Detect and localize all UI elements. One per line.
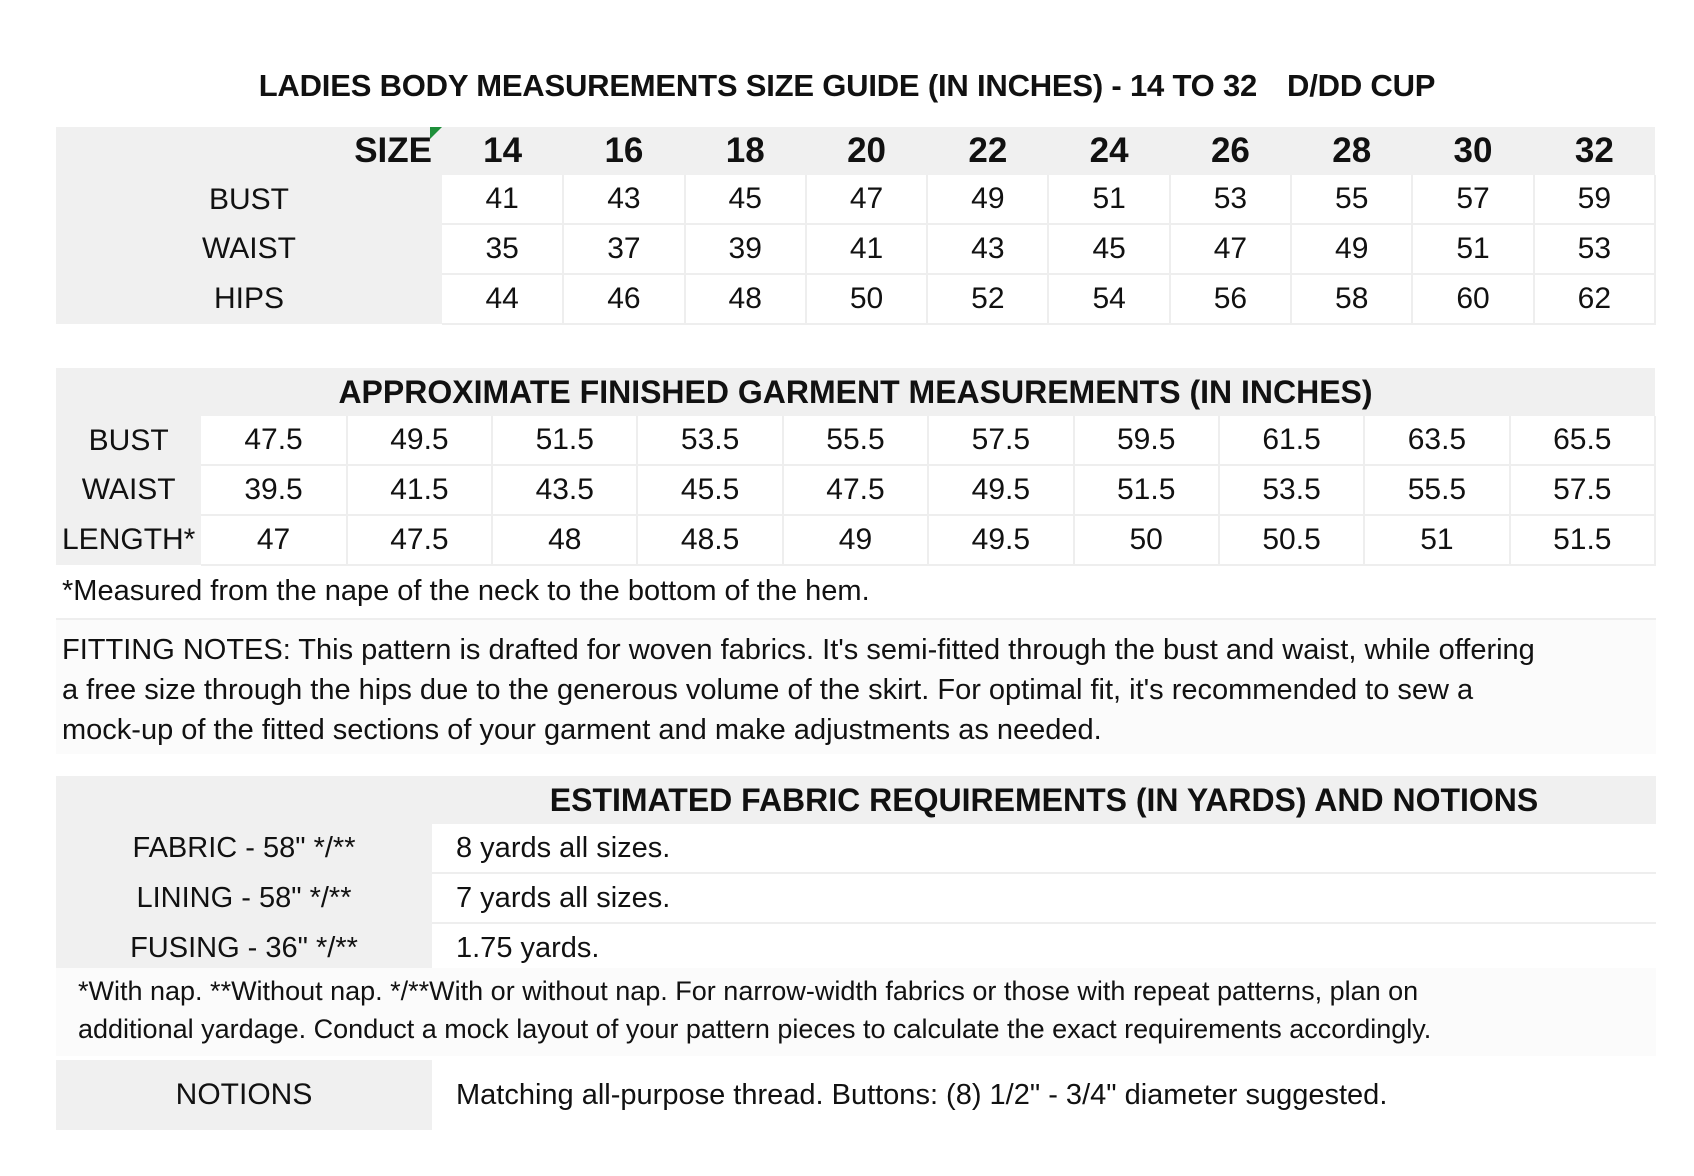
table-cell: 39 — [685, 224, 806, 274]
table-cell: 43 — [563, 175, 684, 224]
table-cell: 37 — [563, 224, 684, 274]
table-row — [56, 923, 1656, 973]
table-cell: 49.5 — [928, 515, 1073, 565]
table-cell: 54 — [1048, 274, 1169, 324]
table-cell: 8 yards all sizes. — [432, 824, 1656, 873]
size-header: 14 — [442, 127, 563, 175]
row-label: BUST — [56, 175, 442, 224]
table-row — [56, 224, 1655, 274]
row-label: NOTIONS — [56, 1060, 432, 1130]
table-row — [56, 824, 1656, 873]
size-header: 20 — [806, 127, 927, 175]
table-cell: 45 — [685, 175, 806, 224]
row-label: BUST — [56, 416, 201, 465]
table-cell: 1.75 yards. — [432, 923, 1656, 973]
table-cell: 57.5 — [928, 416, 1073, 465]
table-cell: 55 — [1291, 175, 1412, 224]
heading-spacer — [56, 776, 432, 824]
table-cell: 43 — [927, 224, 1048, 274]
table-cell: 47 — [1170, 224, 1291, 274]
table-cell: 62 — [1534, 274, 1655, 324]
table-cell: 49.5 — [928, 465, 1073, 515]
table-row — [56, 1060, 1656, 1130]
table-row — [56, 515, 1655, 565]
table-cell: 47.5 — [347, 515, 492, 565]
table-cell: 51.5 — [1074, 465, 1219, 515]
table-row — [56, 873, 1656, 923]
row-label: FABRIC - 58" */** — [56, 824, 432, 873]
table-cell: 48 — [685, 274, 806, 324]
table-cell: 43.5 — [492, 465, 637, 515]
table-cell: 48.5 — [637, 515, 782, 565]
length-footnote: *Measured from the nape of the neck to the bottom of the hem. — [62, 575, 870, 607]
table-cell: 51 — [1364, 515, 1509, 565]
fitting-notes-line: FITTING NOTES: This pattern is drafted for woven fabrics. It's semi-fitted through the bust and waist, while offering — [62, 634, 1535, 666]
table-cell: 57 — [1412, 175, 1533, 224]
row-label: LINING - 58" */** — [56, 873, 432, 923]
table-cell: 48 — [492, 515, 637, 565]
size-label: SIZE — [354, 131, 432, 170]
table-cell: 58 — [1291, 274, 1412, 324]
table-cell: 53.5 — [1219, 465, 1364, 515]
row-label: HIPS — [56, 274, 442, 324]
table-cell: 46 — [563, 274, 684, 324]
table-cell: 49 — [1291, 224, 1412, 274]
size-header: 18 — [685, 127, 806, 175]
row-label: WAIST — [56, 465, 201, 515]
table-cell: 52 — [927, 274, 1048, 324]
section-heading: ESTIMATED FABRIC REQUIREMENTS (IN YARDS) AND NOTIONS — [432, 776, 1656, 824]
table-cell: 57.5 — [1510, 465, 1655, 515]
table-cell: 49 — [783, 515, 928, 565]
row-label: FUSING - 36" */** — [56, 923, 432, 973]
table-row — [56, 175, 1655, 224]
size-header: 16 — [563, 127, 684, 175]
table-cell: 55.5 — [783, 416, 928, 465]
table-row — [56, 465, 1655, 515]
table-cell: 53 — [1534, 224, 1655, 274]
table-cell: 51.5 — [492, 416, 637, 465]
size-header: 22 — [927, 127, 1048, 175]
size-header: 28 — [1291, 127, 1412, 175]
fabric-requirements-table — [56, 776, 1656, 974]
table-cell: 49 — [927, 175, 1048, 224]
page-title — [0, 68, 1694, 104]
table-cell: 39.5 — [201, 465, 346, 515]
table-cell: 53 — [1170, 175, 1291, 224]
fitting-notes-line: mock-up of the fitted sections of your garment and make adjustments as needed. — [62, 714, 1102, 746]
table-cell: 59.5 — [1074, 416, 1219, 465]
table-cell: 41.5 — [347, 465, 492, 515]
table-cell: 65.5 — [1510, 416, 1655, 465]
size-header: 24 — [1048, 127, 1169, 175]
table-cell: 47 — [201, 515, 346, 565]
table-cell: 53.5 — [637, 416, 782, 465]
size-header-row — [56, 127, 1655, 175]
table-cell: 56 — [1170, 274, 1291, 324]
size-header: 30 — [1412, 127, 1533, 175]
row-label: WAIST — [56, 224, 442, 274]
garment-measurements-table — [56, 368, 1656, 566]
table-cell: 45 — [1048, 224, 1169, 274]
size-header: 26 — [1170, 127, 1291, 175]
comment-marker-icon — [430, 127, 442, 139]
table-cell: 50 — [1074, 515, 1219, 565]
table-cell: 44 — [442, 274, 563, 324]
fabric-notes-line: additional yardage. Conduct a mock layout of your pattern pieces to calculate the exact requirements accordingly. — [78, 1014, 1432, 1044]
body-measurements-table — [56, 127, 1656, 325]
table-cell: 47.5 — [783, 465, 928, 515]
table-cell: 7 yards all sizes. — [432, 873, 1656, 923]
table-cell: 41 — [442, 175, 563, 224]
fabric-notes-line: *With nap. **Without nap. */**With or without nap. For narrow-width fabrics or those with repeat patterns, plan on — [78, 976, 1419, 1006]
table-row — [56, 274, 1655, 324]
row-label: LENGTH* — [56, 515, 201, 565]
table-cell: 55.5 — [1364, 465, 1509, 515]
table-cell: 51 — [1412, 224, 1533, 274]
table-cell: 50 — [806, 274, 927, 324]
fabric-notes — [56, 968, 1656, 1056]
table-row — [56, 416, 1655, 465]
notions-table — [56, 1060, 1656, 1130]
section-heading-row — [56, 776, 1656, 824]
fitting-notes — [56, 618, 1656, 754]
table-cell: 41 — [806, 224, 927, 274]
table-cell: 35 — [442, 224, 563, 274]
table-cell: 63.5 — [1364, 416, 1509, 465]
title-cup: D/DD CUP — [1287, 68, 1436, 103]
size-header: 32 — [1534, 127, 1655, 175]
table-cell: Matching all-purpose thread. Buttons: (8) 1/2" - 3/4" diameter suggested. — [432, 1060, 1656, 1130]
section-heading-row — [56, 368, 1655, 416]
title-main: LADIES BODY MEASUREMENTS SIZE GUIDE (IN INCHES) - 14 TO 32 — [258, 68, 1258, 103]
table-cell: 61.5 — [1219, 416, 1364, 465]
section-heading: APPROXIMATE FINISHED GARMENT MEASUREMENTS (IN INCHES) — [56, 368, 1655, 416]
table-cell: 49.5 — [347, 416, 492, 465]
table-cell: 45.5 — [637, 465, 782, 515]
table-cell: 51 — [1048, 175, 1169, 224]
table-cell: 51.5 — [1510, 515, 1655, 565]
fitting-notes-line: a free size through the hips due to the generous volume of the skirt. For optimal fit, it's recommended to sew a — [62, 674, 1474, 706]
size-label-cell — [56, 127, 442, 175]
table-cell: 47 — [806, 175, 927, 224]
table-cell: 50.5 — [1219, 515, 1364, 565]
table-cell: 60 — [1412, 274, 1533, 324]
table-cell: 59 — [1534, 175, 1655, 224]
table-cell: 47.5 — [201, 416, 346, 465]
